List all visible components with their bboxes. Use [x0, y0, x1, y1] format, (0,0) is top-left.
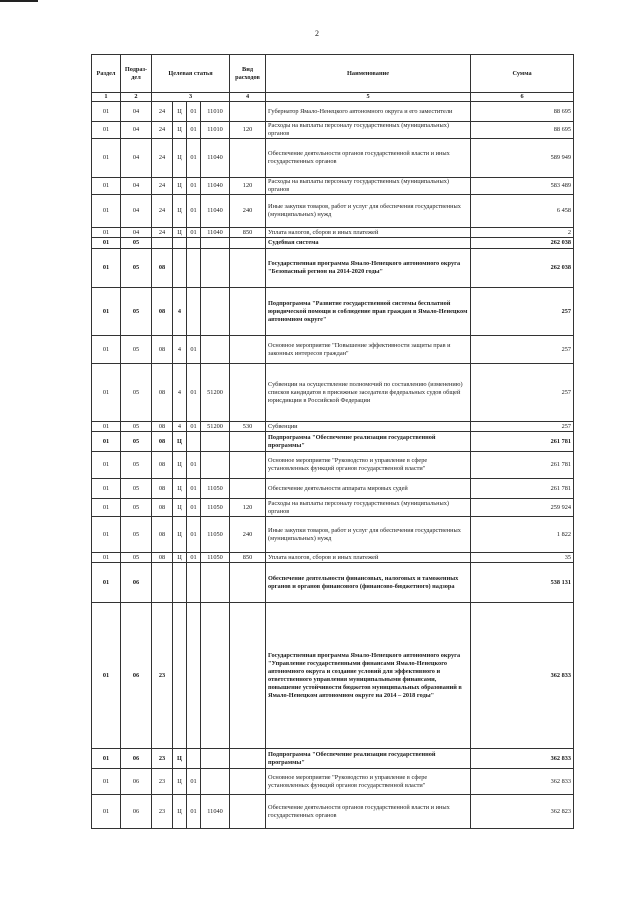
- subprogram-cell: [173, 603, 187, 749]
- amount-cell: 589 949: [471, 139, 574, 178]
- subprogram-cell: [173, 249, 187, 288]
- subprogram-cell: [173, 238, 187, 249]
- subprogram-cell: Ц: [173, 795, 187, 829]
- section-cell: 01: [92, 288, 121, 336]
- subsection-cell: 05: [121, 364, 152, 422]
- name-cell: Субвенции на осуществление полномочий по составлению (изменению) списков кандидатов в присяжные заседатели федеральных судов общей юрисдикции в Российской Федерации: [266, 364, 471, 422]
- table-row: [92, 563, 574, 603]
- name-cell: Уплата налогов, сборов и иных платежей: [266, 553, 471, 563]
- subsection-cell: 06: [121, 563, 152, 603]
- section-cell: 01: [92, 795, 121, 829]
- section-cell: 01: [92, 499, 121, 517]
- name-cell: Основное мероприятие "Руководство и управление в сфере установленных функций органов государственной власти": [266, 769, 471, 795]
- exp-type-cell: [230, 288, 266, 336]
- name-cell: Государственная программа Ямало-Ненецкого автономного округа "Безопасный регион на 2014-2020 годы": [266, 249, 471, 288]
- program-cell: 24: [152, 122, 173, 139]
- direction-cell: 11040: [201, 795, 230, 829]
- program-cell: 23: [152, 749, 173, 769]
- name-cell: Расходы на выплаты персоналу государственных (муниципальных) органов: [266, 499, 471, 517]
- program-cell: 08: [152, 499, 173, 517]
- table-body: [92, 55, 574, 829]
- name-cell: Подпрограмма "Развитие государственной системы бесплатной юридической помощи и соблюдение прав граждан в Ямало-Ненецком автономном округе": [266, 288, 471, 336]
- exp-type-cell: 120: [230, 122, 266, 139]
- program-cell: 08: [152, 452, 173, 479]
- col-number-4: 4: [230, 93, 266, 102]
- direction-cell: 11050: [201, 499, 230, 517]
- name-cell: Иные закупки товаров, работ и услуг для обеспечения государственных (муниципальных) нужд: [266, 195, 471, 228]
- table-row: [92, 452, 574, 479]
- subprogram-cell: 4: [173, 422, 187, 432]
- subsection-cell: 05: [121, 479, 152, 499]
- section-cell: 01: [92, 432, 121, 452]
- table-row: [92, 499, 574, 517]
- table-row: [92, 422, 574, 432]
- exp-type-cell: [230, 364, 266, 422]
- subprogram-cell: Ц: [173, 553, 187, 563]
- subprogram-cell: 4: [173, 364, 187, 422]
- event-cell: 01: [187, 452, 201, 479]
- amount-cell: 362 833: [471, 769, 574, 795]
- program-cell: 08: [152, 364, 173, 422]
- section-cell: 01: [92, 452, 121, 479]
- event-cell: [187, 238, 201, 249]
- direction-cell: 11040: [201, 178, 230, 195]
- direction-cell: [201, 288, 230, 336]
- direction-cell: [201, 749, 230, 769]
- section-cell: 01: [92, 749, 121, 769]
- name-cell: Основное мероприятие "Повышение эффективности защиты прав и законных интересов граждан": [266, 336, 471, 364]
- subsection-cell: 06: [121, 603, 152, 749]
- amount-cell: 259 924: [471, 499, 574, 517]
- event-cell: 01: [187, 795, 201, 829]
- program-cell: 08: [152, 517, 173, 553]
- name-cell: Основное мероприятие "Руководство и управление в сфере установленных функций органов государственной власти": [266, 452, 471, 479]
- subsection-cell: 05: [121, 432, 152, 452]
- direction-cell: [201, 452, 230, 479]
- name-cell: Обеспечение деятельности органов государственной власти и иных государственных органов: [266, 139, 471, 178]
- subsection-cell: 05: [121, 499, 152, 517]
- subsection-cell: 05: [121, 336, 152, 364]
- name-cell: Расходы на выплаты персоналу государственных (муниципальных) органов: [266, 122, 471, 139]
- event-cell: 01: [187, 769, 201, 795]
- table-row: [92, 238, 574, 249]
- table-row: [92, 122, 574, 139]
- section-cell: 01: [92, 517, 121, 553]
- table-row: [92, 288, 574, 336]
- exp-type-cell: 850: [230, 228, 266, 238]
- program-cell: 08: [152, 422, 173, 432]
- section-cell: 01: [92, 249, 121, 288]
- direction-cell: 11010: [201, 102, 230, 122]
- subsection-cell: 04: [121, 122, 152, 139]
- program-cell: [152, 238, 173, 249]
- direction-cell: 51200: [201, 422, 230, 432]
- exp-type-cell: [230, 249, 266, 288]
- exp-type-cell: [230, 102, 266, 122]
- program-cell: [152, 563, 173, 603]
- amount-cell: 362 823: [471, 795, 574, 829]
- amount-cell: 2: [471, 228, 574, 238]
- section-cell: 01: [92, 238, 121, 249]
- table-row: [92, 178, 574, 195]
- table-row: [92, 769, 574, 795]
- exp-type-cell: [230, 563, 266, 603]
- event-cell: 01: [187, 122, 201, 139]
- amount-cell: 35: [471, 553, 574, 563]
- header-row: [92, 55, 574, 93]
- amount-cell: 257: [471, 288, 574, 336]
- direction-cell: 11040: [201, 139, 230, 178]
- exp-type-cell: [230, 432, 266, 452]
- exp-type-cell: 240: [230, 195, 266, 228]
- exp-type-cell: [230, 139, 266, 178]
- subsection-cell: 06: [121, 769, 152, 795]
- event-cell: 01: [187, 499, 201, 517]
- program-cell: 24: [152, 195, 173, 228]
- event-cell: 01: [187, 364, 201, 422]
- header-target: Целевая статья: [152, 55, 230, 93]
- event-cell: 01: [187, 553, 201, 563]
- table-row: [92, 795, 574, 829]
- header-subsection: Подраз-дел: [121, 55, 152, 93]
- direction-cell: 11050: [201, 553, 230, 563]
- direction-cell: [201, 249, 230, 288]
- subsection-cell: 05: [121, 422, 152, 432]
- direction-cell: 11040: [201, 228, 230, 238]
- column-number-row: [92, 93, 574, 102]
- direction-cell: 11050: [201, 517, 230, 553]
- subprogram-cell: Ц: [173, 517, 187, 553]
- name-cell: Уплата налогов, сборов и иных платежей: [266, 228, 471, 238]
- table-row: [92, 228, 574, 238]
- amount-cell: 1 822: [471, 517, 574, 553]
- section-cell: 01: [92, 139, 121, 178]
- corner-mark: [0, 0, 38, 2]
- program-cell: 08: [152, 553, 173, 563]
- subprogram-cell: Ц: [173, 102, 187, 122]
- subprogram-cell: Ц: [173, 769, 187, 795]
- subprogram-cell: Ц: [173, 452, 187, 479]
- name-cell: Расходы на выплаты персоналу государственных (муниципальных) органов: [266, 178, 471, 195]
- event-cell: 01: [187, 479, 201, 499]
- event-cell: 01: [187, 195, 201, 228]
- section-cell: 01: [92, 553, 121, 563]
- section-cell: 01: [92, 422, 121, 432]
- direction-cell: 11050: [201, 479, 230, 499]
- amount-cell: 362 833: [471, 749, 574, 769]
- section-cell: 01: [92, 195, 121, 228]
- event-cell: [187, 563, 201, 603]
- event-cell: 01: [187, 178, 201, 195]
- name-cell: Подпрограмма "Обеспечение реализации государственной программы": [266, 749, 471, 769]
- program-cell: 08: [152, 288, 173, 336]
- table-row: [92, 364, 574, 422]
- direction-cell: [201, 432, 230, 452]
- program-cell: 24: [152, 102, 173, 122]
- event-cell: 01: [187, 102, 201, 122]
- col-number-6: 6: [471, 93, 574, 102]
- subsection-cell: 05: [121, 517, 152, 553]
- subprogram-cell: 4: [173, 336, 187, 364]
- event-cell: 01: [187, 228, 201, 238]
- program-cell: 08: [152, 249, 173, 288]
- program-cell: 08: [152, 479, 173, 499]
- table-row: [92, 479, 574, 499]
- header-exp-type: Вид расходов: [230, 55, 266, 93]
- event-cell: [187, 432, 201, 452]
- table-row: [92, 749, 574, 769]
- subsection-cell: 04: [121, 139, 152, 178]
- section-cell: 01: [92, 479, 121, 499]
- subprogram-cell: [173, 563, 187, 603]
- exp-type-cell: [230, 452, 266, 479]
- section-cell: 01: [92, 603, 121, 749]
- subprogram-cell: Ц: [173, 195, 187, 228]
- table-row: [92, 195, 574, 228]
- program-cell: 24: [152, 139, 173, 178]
- direction-cell: 11040: [201, 195, 230, 228]
- section-cell: 01: [92, 228, 121, 238]
- event-cell: 01: [187, 139, 201, 178]
- name-cell: Обеспечение деятельности финансовых, налоговых и таможенных органов и органов финансового (финансово-бюджетного) надзора: [266, 563, 471, 603]
- section-cell: 01: [92, 336, 121, 364]
- table-row: [92, 102, 574, 122]
- exp-type-cell: 120: [230, 499, 266, 517]
- program-cell: 23: [152, 795, 173, 829]
- exp-type-cell: 240: [230, 517, 266, 553]
- name-cell: Обеспечение деятельности аппарата мировых судей: [266, 479, 471, 499]
- amount-cell: 262 038: [471, 238, 574, 249]
- program-cell: 23: [152, 769, 173, 795]
- col-number-2: 2: [121, 93, 152, 102]
- exp-type-cell: [230, 769, 266, 795]
- program-cell: 23: [152, 603, 173, 749]
- subprogram-cell: Ц: [173, 178, 187, 195]
- exp-type-cell: 120: [230, 178, 266, 195]
- exp-type-cell: [230, 479, 266, 499]
- subsection-cell: 06: [121, 795, 152, 829]
- subprogram-cell: 4: [173, 288, 187, 336]
- name-cell: Подпрограмма "Обеспечение реализации государственной программы": [266, 432, 471, 452]
- exp-type-cell: [230, 795, 266, 829]
- amount-cell: 538 131: [471, 563, 574, 603]
- program-cell: 24: [152, 178, 173, 195]
- table-row: [92, 139, 574, 178]
- subprogram-cell: Ц: [173, 479, 187, 499]
- subsection-cell: 04: [121, 228, 152, 238]
- subsection-cell: 04: [121, 178, 152, 195]
- subsection-cell: 05: [121, 238, 152, 249]
- amount-cell: 257: [471, 364, 574, 422]
- section-cell: 01: [92, 102, 121, 122]
- event-cell: [187, 288, 201, 336]
- subsection-cell: 06: [121, 749, 152, 769]
- header-name: Наименование: [266, 55, 471, 93]
- subprogram-cell: Ц: [173, 228, 187, 238]
- exp-type-cell: [230, 749, 266, 769]
- event-cell: 01: [187, 336, 201, 364]
- section-cell: 01: [92, 769, 121, 795]
- amount-cell: 88 695: [471, 122, 574, 139]
- name-cell: Обеспечение деятельности органов государственной власти и иных государственных органов: [266, 795, 471, 829]
- table-row: [92, 517, 574, 553]
- exp-type-cell: [230, 603, 266, 749]
- name-cell: Судебная система: [266, 238, 471, 249]
- section-cell: 01: [92, 364, 121, 422]
- subsection-cell: 05: [121, 249, 152, 288]
- subprogram-cell: Ц: [173, 432, 187, 452]
- event-cell: [187, 749, 201, 769]
- subsection-cell: 05: [121, 553, 152, 563]
- section-cell: 01: [92, 178, 121, 195]
- direction-cell: [201, 603, 230, 749]
- program-cell: 08: [152, 432, 173, 452]
- subsection-cell: 05: [121, 288, 152, 336]
- amount-cell: 583 489: [471, 178, 574, 195]
- direction-cell: 51200: [201, 364, 230, 422]
- exp-type-cell: 850: [230, 553, 266, 563]
- exp-type-cell: 530: [230, 422, 266, 432]
- direction-cell: 11010: [201, 122, 230, 139]
- amount-cell: 257: [471, 336, 574, 364]
- amount-cell: 261 781: [471, 432, 574, 452]
- subprogram-cell: Ц: [173, 499, 187, 517]
- exp-type-cell: [230, 238, 266, 249]
- subsection-cell: 04: [121, 195, 152, 228]
- event-cell: [187, 249, 201, 288]
- program-cell: 08: [152, 336, 173, 364]
- table-row: [92, 553, 574, 563]
- amount-cell: 88 695: [471, 102, 574, 122]
- table-row: [92, 432, 574, 452]
- direction-cell: [201, 769, 230, 795]
- name-cell: Государственная программа Ямало-Ненецкого автономного округа "Управление государственными финансами Ямало-Ненецкого автономного округа и создание условий для эффективного и ответственного управления муниципальными финансами, повышение устойчивости бюджетов муниципальных образований в Ямало-Ненецком автономном округе на 2014 – 2018 годы": [266, 603, 471, 749]
- name-cell: Иные закупки товаров, работ и услуг для обеспечения государственных (муниципальных) нужд: [266, 517, 471, 553]
- direction-cell: [201, 238, 230, 249]
- amount-cell: 262 038: [471, 249, 574, 288]
- amount-cell: 362 833: [471, 603, 574, 749]
- subprogram-cell: Ц: [173, 749, 187, 769]
- col-number-1: 1: [92, 93, 121, 102]
- budget-table: [91, 54, 574, 829]
- amount-cell: 261 781: [471, 452, 574, 479]
- name-cell: Субвенции: [266, 422, 471, 432]
- event-cell: 01: [187, 517, 201, 553]
- subprogram-cell: Ц: [173, 139, 187, 178]
- col-number-3: 3: [152, 93, 230, 102]
- exp-type-cell: [230, 336, 266, 364]
- table-row: [92, 603, 574, 749]
- header-section: Раздел: [92, 55, 121, 93]
- event-cell: 01: [187, 422, 201, 432]
- name-cell: Губернатор Ямало-Ненецкого автономного округа и его заместители: [266, 102, 471, 122]
- page-number: 2: [315, 29, 319, 38]
- table-row: [92, 249, 574, 288]
- section-cell: 01: [92, 563, 121, 603]
- subsection-cell: 04: [121, 102, 152, 122]
- direction-cell: [201, 336, 230, 364]
- col-number-5: 5: [266, 93, 471, 102]
- amount-cell: 261 781: [471, 479, 574, 499]
- header-amount: Сумма: [471, 55, 574, 93]
- amount-cell: 257: [471, 422, 574, 432]
- amount-cell: 6 458: [471, 195, 574, 228]
- event-cell: [187, 603, 201, 749]
- subprogram-cell: Ц: [173, 122, 187, 139]
- section-cell: 01: [92, 122, 121, 139]
- program-cell: 24: [152, 228, 173, 238]
- direction-cell: [201, 563, 230, 603]
- table-row: [92, 336, 574, 364]
- subsection-cell: 05: [121, 452, 152, 479]
